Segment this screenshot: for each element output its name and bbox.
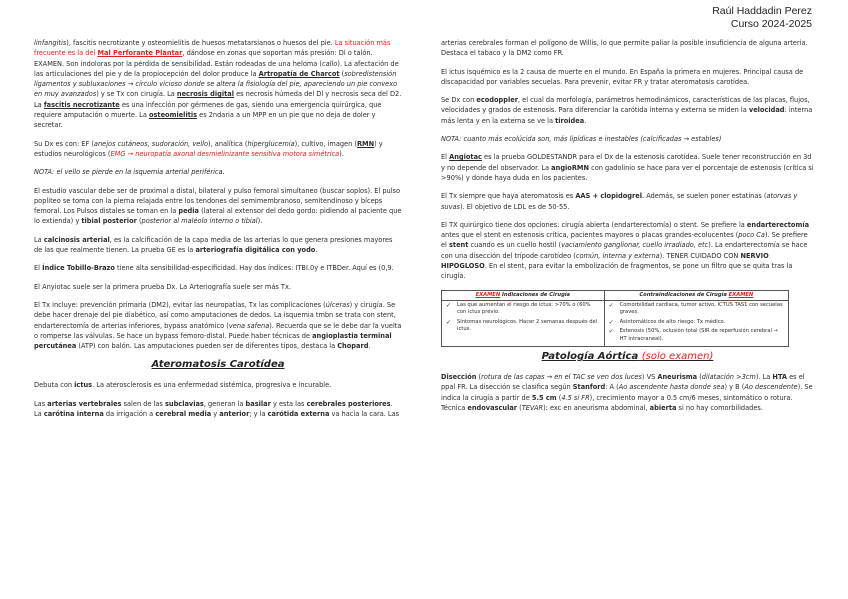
right-column — [441, 38, 814, 421]
contraindications-header: Contraindicaciones de Cirugía EXAMEN — [604, 290, 788, 300]
paragraph-itb: El Índice Tobillo-Brazo tiene alta sensibilidad-especificidad. Hay dos índices: ITBI.0y e ITBDer. Aquí es (0,9. — [34, 264, 394, 273]
page-header — [712, 5, 812, 30]
note-ecolucida: NOTA: cuanto más ecolúcida son, más lipídicas e inestables (calcificadas → estables) — [441, 135, 722, 144]
section-title-ateromatosis: Ateromatosis Carotídea — [151, 359, 285, 371]
left-column — [34, 38, 402, 427]
paragraph-tratamiento: El Tx incluye: prevención primaria (DM2), evitar las neuropatías, Tx las complicaciones (úlceras) y cirugía. Se debe hacer drenaje del pie diabético, así como amputaciones de dedos. La isquemia tmbn se trata con stent, endarterectomía de arterias inferiores, bypass anatómico (vena safena). Recuerda que se le debe dar la vuelta o romperse las válvulas. Se hace un bypass femoro-distal. Puede haber técnicas de angioplastia terminal percutánea (ATP) con balón. Las amputaciones pueden ser de diferentes tipos, destaca la Chopard. — [34, 300, 402, 351]
paragraph-tx-quirurgico: El TX quirúrgico tiene dos opciones: cirugía abierta (endarterectomía) o stent. Se prefiere la endarterectomía antes que el stent en estenosis crítica, pacientes mayores o placas grandes-ecolucentes (poco Ca). Se prefiere el stent cuando es un cuello hostil (vaciamiento ganglionar, cuello irradiado, etc). La endarterectomía se hace con una disección del trípode carotídeo (común, interna y externa). TENER CUIDADO CON NERVIO HIPOGLOSO. En el stent, para evitar la embolización de fragmentos, se pone un filtro que se quita tras la cirugía. — [441, 220, 810, 281]
indications-table — [441, 290, 789, 347]
list-item: ✓ Síntomas neurológicos. Hacer 2 semanas después del ictus. — [445, 319, 601, 334]
section-title-patologia-aortica: Patología Aórtica (solo examen) — [541, 351, 714, 363]
paragraph-ictus-isquemico: El ictus isquémico es la 2 causa de muerte en el mundo. En España la primera en mujeres. Principal causa de discapacidad por variables secuelas. Para prevenir, evitar FR y tratar ateromatosis carotídea. — [441, 67, 804, 86]
paragraph-angiotac: El Anyiotac suele ser la primera prueba Dx. La Arteriografía suele ser más Tx. — [34, 282, 291, 291]
author-name: Raúl Haddadin Perez — [712, 5, 812, 17]
note-vello: NOTA: el vello se pierde en la isquemia arterial periférica. — [34, 168, 225, 177]
indications-header: EXAMEN Indicaciones de Cirugía — [442, 290, 605, 300]
paragraph-arterias: Las arterias vertebrales salen de las subclavias, generan la basilar y esta las cerebrales posteriores. La carótina interna da irrigación a cerebral media y anterior; y la carótida externa va hacia la cara. Las — [34, 399, 400, 419]
paragraph-estudio-vascular: El estudio vascular debe ser de proximal a distal, bilateral y pulso femoral simultaneo (buscar soplos). El pulso popliteo se toma con la pierna relajada entre los tendones del semimembranoso, semitendinoso y bíceps femoral. Los Pulsos distales se toman en la pedia (lateral al extensor del dedo gordo: pidiendo al paciente que lo extienda) y tibial posterior (posterior al maléolo interno o tibial). — [34, 186, 402, 226]
paragraph-ictus: Debuta con ictus. La aterosclerosis es una enfermedad sistémica, progresiva e incurable. — [34, 381, 332, 390]
contraindications-cell — [604, 301, 788, 347]
indications-cell — [442, 301, 605, 347]
course-year: Curso 2024-2025 — [730, 17, 812, 30]
list-item: ✓ Las que aumentan el riesgo de ictus: >70% o (60% con ictus previo. — [445, 302, 601, 317]
paragraph-tx-medico: El Tx siempre que haya ateromatosis es AAS + clopidogrel. Además, se suelen poner estatinas (atorvas y suvas). El objetivo de LDL es de 50-55. — [441, 192, 798, 211]
paragraph-diagnostico: Su Dx es con: EF (anejos cutáneos, sudoración, vello), analítica (hiperglucemia), cultivo, imagen (RMN) y estudios neurológicos (EMG → neuropatía axonal desmielinizante sensitiva motora simétrica). — [34, 139, 383, 158]
paragraph-ecodoppler: Se Dx con ecodoppler, el cual da morfología, parámetros hemodinámicos, características de las placas, flujos, velocidades y grados de estenosis. Para diferenciar la carótida interna y externa se miden la velocidad: interna más lenta y en la externa se ve la tiroidea. — [441, 96, 813, 125]
list-item: ✓ Asintomáticos de alto riesgo: Tx médico. — [608, 319, 785, 326]
paragraph-willis: arterias cerebrales forman el polígono de Willis, lo que permite paliar la posible insuficiencia de alguna arteria. Destaca el tabaco y la DM2 como FR. — [441, 39, 808, 58]
paragraph-diseccion-aneurisma: Disección (rotura de las capas → en el TAC se ven dos luces) VS Aneurisma (dilatación >3cm). La HTA es el ppal FR. La disección se clasifica según Stanford: A (Ao ascendente hasta donde sea) y B (Ao descendente). Se indica la cirugía a partir de 5.5 cm (4.5 si FR), crecimiento mayor a 0.5 cm/6 meses, sintomático o rotura. Técnica endovascular (TEVAR): exc en aneurisma abdominal, abierta si no hay comorbilidades. — [441, 373, 813, 412]
list-item: ✓ Estenosis (50%, oclusión total (SIR de reperfusión cerebral → HT intracraneal). — [608, 328, 785, 343]
paragraph-pie-diabetico: linfangitis), fascitis necrotizante y osteomielitis de huesos metatarsianos o huesos del pie. La situación más frecuente es la del Mal Perforante Plantar, dándose en zonas que soportan más presión: Dl o talón. EXAMEN. Son indoloras por la pérdida de sensibilidad. Están rodeadas de una heloma (callo). La afectación de las articulaciones del pie y de la propiocepción del dolor produce la Artropatía de Charcot (sobredistensión ligamentos y subluxaciones → círculo vicioso donde se altera la fisiología del pie, apareciendo un pie convexo en muy avanzados) y se Tx con cirugía. La necrosis digital es necrosis húmeda del Dl y necrosis seca del D2. La fascitis necrotizante es una infección por gérmenes de gas, siendo una emergencia quirúrgica, que requiere amputación o muerte. La osteomielitis es 2ndaria a un MPP en un pie que no deja de doler y secretar. — [34, 39, 402, 130]
list-item: ✓ Comorbilidad cardiaca, tumor activo, ICTUS TAS1 con secuelas graves. — [608, 302, 785, 317]
paragraph-angiotac-carotideo: El Angiotac es la prueba GOLDESTANDR para el Dx de la estenosis carotídea. Suele tener reconstrucción en 3d y no depende del observador. La angioRMN con gadolinio se hace para ver el porcentaje de estenosis (crítica si >90%) y donde haya duda en los pacientes. — [441, 153, 814, 182]
paragraph-calcinosis: La calcinosis arterial, es la calcificación de la capa media de las arterias lo que genera presiones mayores de las que realmente tienen. La prueba GE es la arteriografía digitálica con yodo. — [34, 235, 393, 255]
